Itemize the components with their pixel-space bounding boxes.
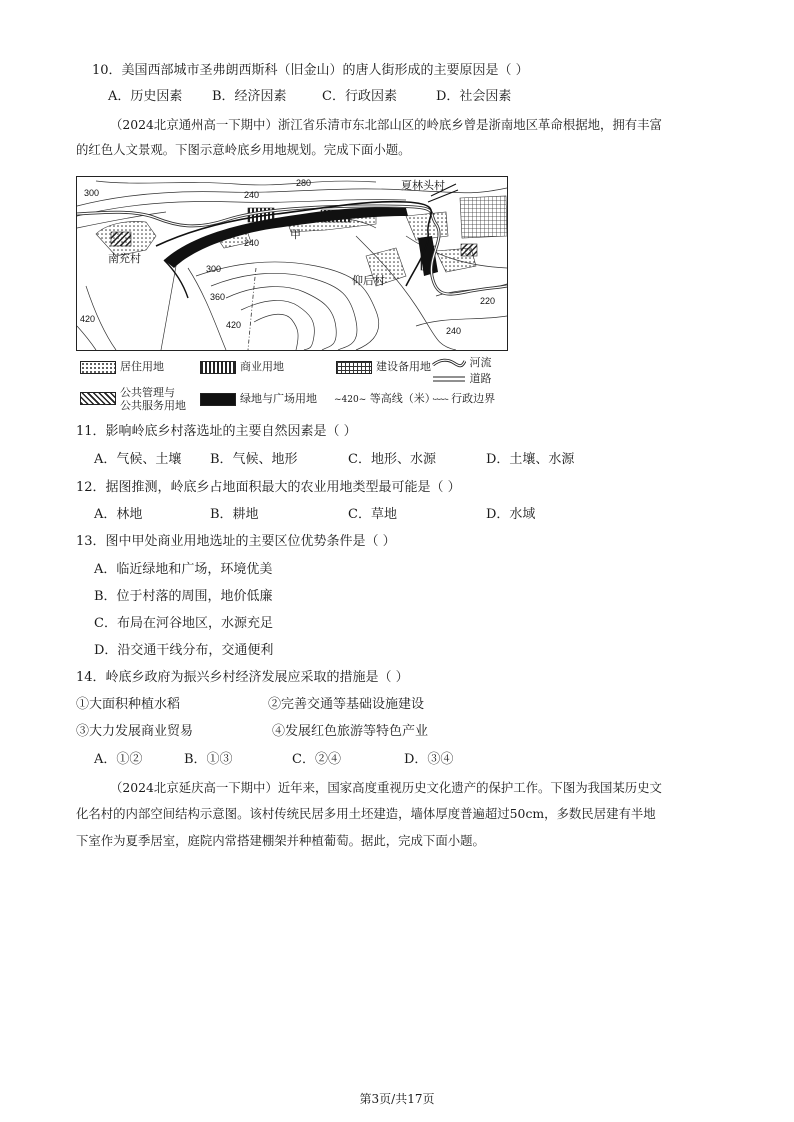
question-14-option-b: B．①③	[184, 752, 233, 767]
contour-label: 220	[480, 296, 496, 306]
contour-label: 280	[296, 178, 312, 188]
question-12-option-c: C．草地	[348, 507, 397, 522]
question-14-option-c: C．②④	[292, 752, 341, 767]
contour-label: 420	[80, 314, 96, 324]
contour-label: 300	[206, 264, 222, 274]
question-14-item-4: ④发展红色旅游等特色产业	[272, 724, 429, 739]
intro-1-line-2: 的红色人文景观。下图示意岭底乡用地规划。完成下面小题。	[76, 142, 411, 157]
contour-sample: ~420~	[334, 395, 367, 405]
question-14-item-1: ①大面积种植水稻	[76, 697, 181, 712]
commercial-swatch	[200, 361, 236, 374]
contour-label: 240	[446, 326, 462, 336]
legend-construction-reserve: 建设备用地	[336, 360, 431, 374]
question-12-option-a: A．林地	[94, 507, 143, 522]
legend-contour: ~420~ 等高线（米）	[334, 392, 436, 405]
legend-commercial: 商业用地	[200, 360, 284, 374]
legend-residential: 居住用地	[80, 360, 164, 374]
legend-road: 道路	[432, 372, 492, 386]
question-14-option-a: A．①②	[94, 752, 143, 767]
boundary-sample: ·-·-·-·-	[432, 395, 448, 405]
contour-label: 300	[84, 188, 100, 198]
question-10-option-b: B．经济因素	[212, 89, 287, 104]
intro-1-line-1: （2024北京通州高一下期中）浙江省乐清市东北部山区的岭底乡曾是浙南地区革命根据地，拥有丰富	[110, 117, 662, 132]
page-number: 第3页/共17页	[359, 1092, 435, 1106]
green-space-swatch	[200, 393, 236, 406]
question-12-option-d: D．水域	[486, 507, 536, 522]
public-service-swatch	[80, 392, 116, 405]
intro-2-line-3: 下室作为夏季居室，庭院内常搭建棚架并种植葡萄。据此，完成下面小题。	[76, 833, 485, 848]
question-10-option-a: A．历史因素	[108, 89, 183, 104]
question-10-option-d: D．社会因素	[436, 89, 512, 104]
question-11-option-a: A．气候、土壤	[94, 452, 182, 467]
question-13-stem: 13．图中甲处商业用地选址的主要区位优势条件是（ ）	[76, 534, 396, 549]
question-13-option-a: A．临近绿地和广场，环境优美	[94, 562, 273, 577]
question-12-stem: 12．据图推测，岭底乡占地面积最大的农业用地类型最可能是（ ）	[76, 480, 461, 495]
question-14-item-2: ②完善交通等基础设施建设	[268, 697, 425, 712]
site-label-jia: 甲	[290, 229, 301, 241]
question-13-option-b: B．位于村落的周围，地价低廉	[94, 589, 273, 604]
question-11-option-b: B．气候、地形	[210, 452, 298, 467]
village-label-nanchong: 南充村	[108, 253, 141, 265]
village-label-xialintou: 夏林头村	[401, 180, 445, 192]
question-14-item-3: ③大力发展商业贸易	[76, 724, 194, 739]
question-12-option-b: B．耕地	[210, 507, 259, 522]
question-11-stem: 11．影响岭底乡村落选址的主要自然因素是（ ）	[76, 424, 357, 439]
question-14-option-d: D．③④	[404, 752, 454, 767]
question-13-option-d: D．沿交通干线分布，交通便利	[94, 643, 274, 658]
question-11-option-d: D．土壤、水源	[486, 452, 575, 467]
land-use-map	[76, 176, 508, 351]
intro-2-line-1: （2024北京延庆高一下期中）近年来，国家高度重视历史文化遗产的保护工作。下图为我国某历史文	[110, 780, 662, 795]
construction-reserve-area	[460, 196, 507, 238]
contour-label: 420	[226, 320, 242, 330]
river-symbol	[432, 358, 466, 368]
question-11-option-c: C．地形、水源	[348, 452, 436, 467]
road-symbol	[432, 375, 466, 383]
legend-admin-boundary: ·-·-·-·- 行政边界	[432, 392, 496, 405]
construction-reserve-swatch	[336, 361, 372, 374]
contour-label: 240	[244, 238, 260, 248]
question-10-option-c: C．行政因素	[322, 89, 397, 104]
village-label-yanghou: 仰后村	[352, 275, 385, 287]
question-10-stem: 10．美国西部城市圣弗朗西斯科（旧金山）的唐人街形成的主要原因是（ ）	[92, 63, 529, 78]
legend-green-space: 绿地与广场用地	[200, 392, 317, 406]
intro-2-line-2: 化名村的内部空间结构示意图。该村传统民居多用土坯建造，墙体厚度普遍超过50cm，多数民居建有半地	[76, 806, 656, 821]
question-13-option-c: C．布局在河谷地区，水源充足	[94, 616, 273, 631]
legend-public-service: 公共管理与 公共服务用地	[80, 386, 186, 413]
contour-label: 360	[210, 292, 226, 302]
question-14-stem: 14．岭底乡政府为振兴乡村经济发展应采取的措施是（ ）	[76, 670, 409, 685]
legend-river: 河流	[432, 356, 492, 370]
contour-label: 240	[244, 190, 260, 200]
residential-swatch	[80, 361, 116, 374]
